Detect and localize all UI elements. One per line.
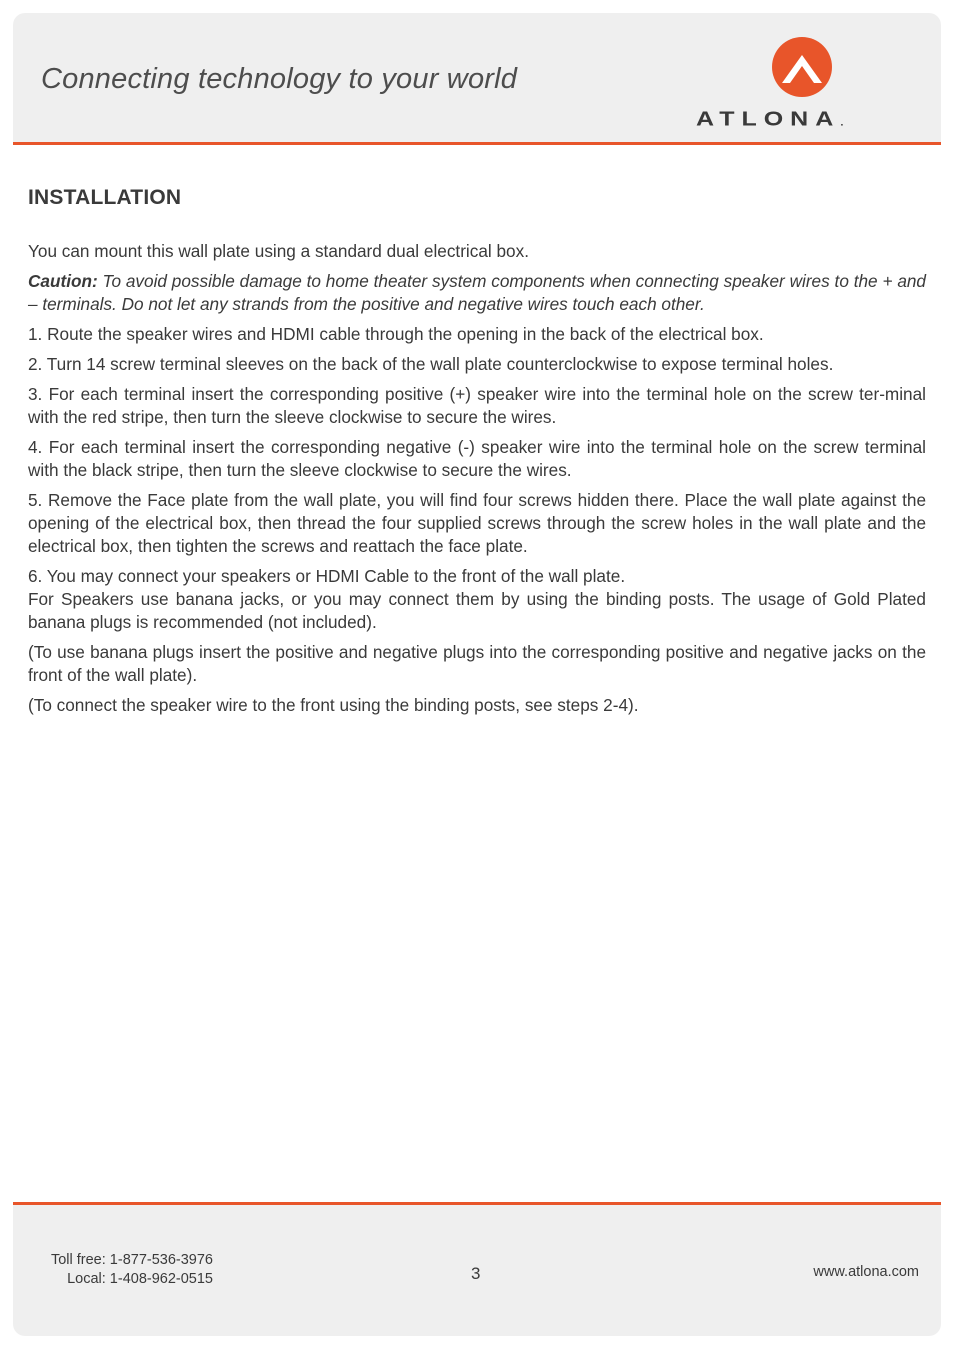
step-6-line-1: 6. You may connect your speakers or HDMI Cable to the front of the wall plate. [28,566,626,586]
phone-numbers [35,1251,213,1289]
note-banana-plugs: (To use banana plugs insert the positive and negative plugs into the corresponding positive and negative jacks on the front of the wall plate). [28,642,926,685]
installation-section [28,186,926,724]
step-5: 5. Remove the Face plate from the wall plate, you will find four screws hidden there. Place the wall plate against the opening of the electrical box, then thread the four supplied screws through the screw holes in the wall plate and the electrical box, then tighten the screws and reattach the face plate. [28,490,926,556]
toll-free-number: Toll free: 1-877-536-3976 [50,1252,213,1268]
step-2: 2. Turn 14 screw terminal sleeves on the back of the wall plate counterclockwise to expose terminal holes. [28,354,834,374]
caution-paragraph [28,270,926,316]
local-number: Local: 1-408-962-0515 [67,1271,213,1287]
atlona-logo-icon [770,35,834,107]
website-url: www.atlona.com [813,1264,919,1280]
step-4: 4. For each terminal insert the corresponding negative (-) speaker wire into the terminal hole on the screw terminal with the black stripe, then turn the sleeve clockwise to secure the wires. [28,437,926,480]
page-footer [13,1202,941,1336]
intro-paragraph: You can mount this wall plate using a standard dual electrical box. [28,241,529,261]
step-1: 1. Route the speaker wires and HDMI cable through the opening in the back of the electrical box. [28,324,764,344]
step-6-line-2: For Speakers use banana jacks, or you may connect them by using the binding posts. The usage of Gold Plated banana plugs is recommended (not included). [28,589,926,632]
step-6 [28,565,926,634]
atlona-wordmark: ATLONA. [696,108,844,131]
page-number: 3 [471,1264,481,1283]
caution-text: To avoid possible damage to home theater system components when connecting speaker wires to the + and – terminals. Do not let any strands from the positive and negative wires touch each other. [28,271,926,314]
caution-label: Caution: [28,271,98,291]
note-binding-posts: (To connect the speaker wire to the front using the binding posts, see steps 2-4). [28,695,639,715]
step-3: 3. For each terminal insert the corresponding positive (+) speaker wire into the terminal hole on the screw ter-minal with the red stripe, then turn the sleeve clockwise to secure the wires. [28,384,926,427]
tagline: Connecting technology to your world [41,63,518,95]
page-header [13,13,941,145]
section-title: INSTALLATION [28,186,182,209]
